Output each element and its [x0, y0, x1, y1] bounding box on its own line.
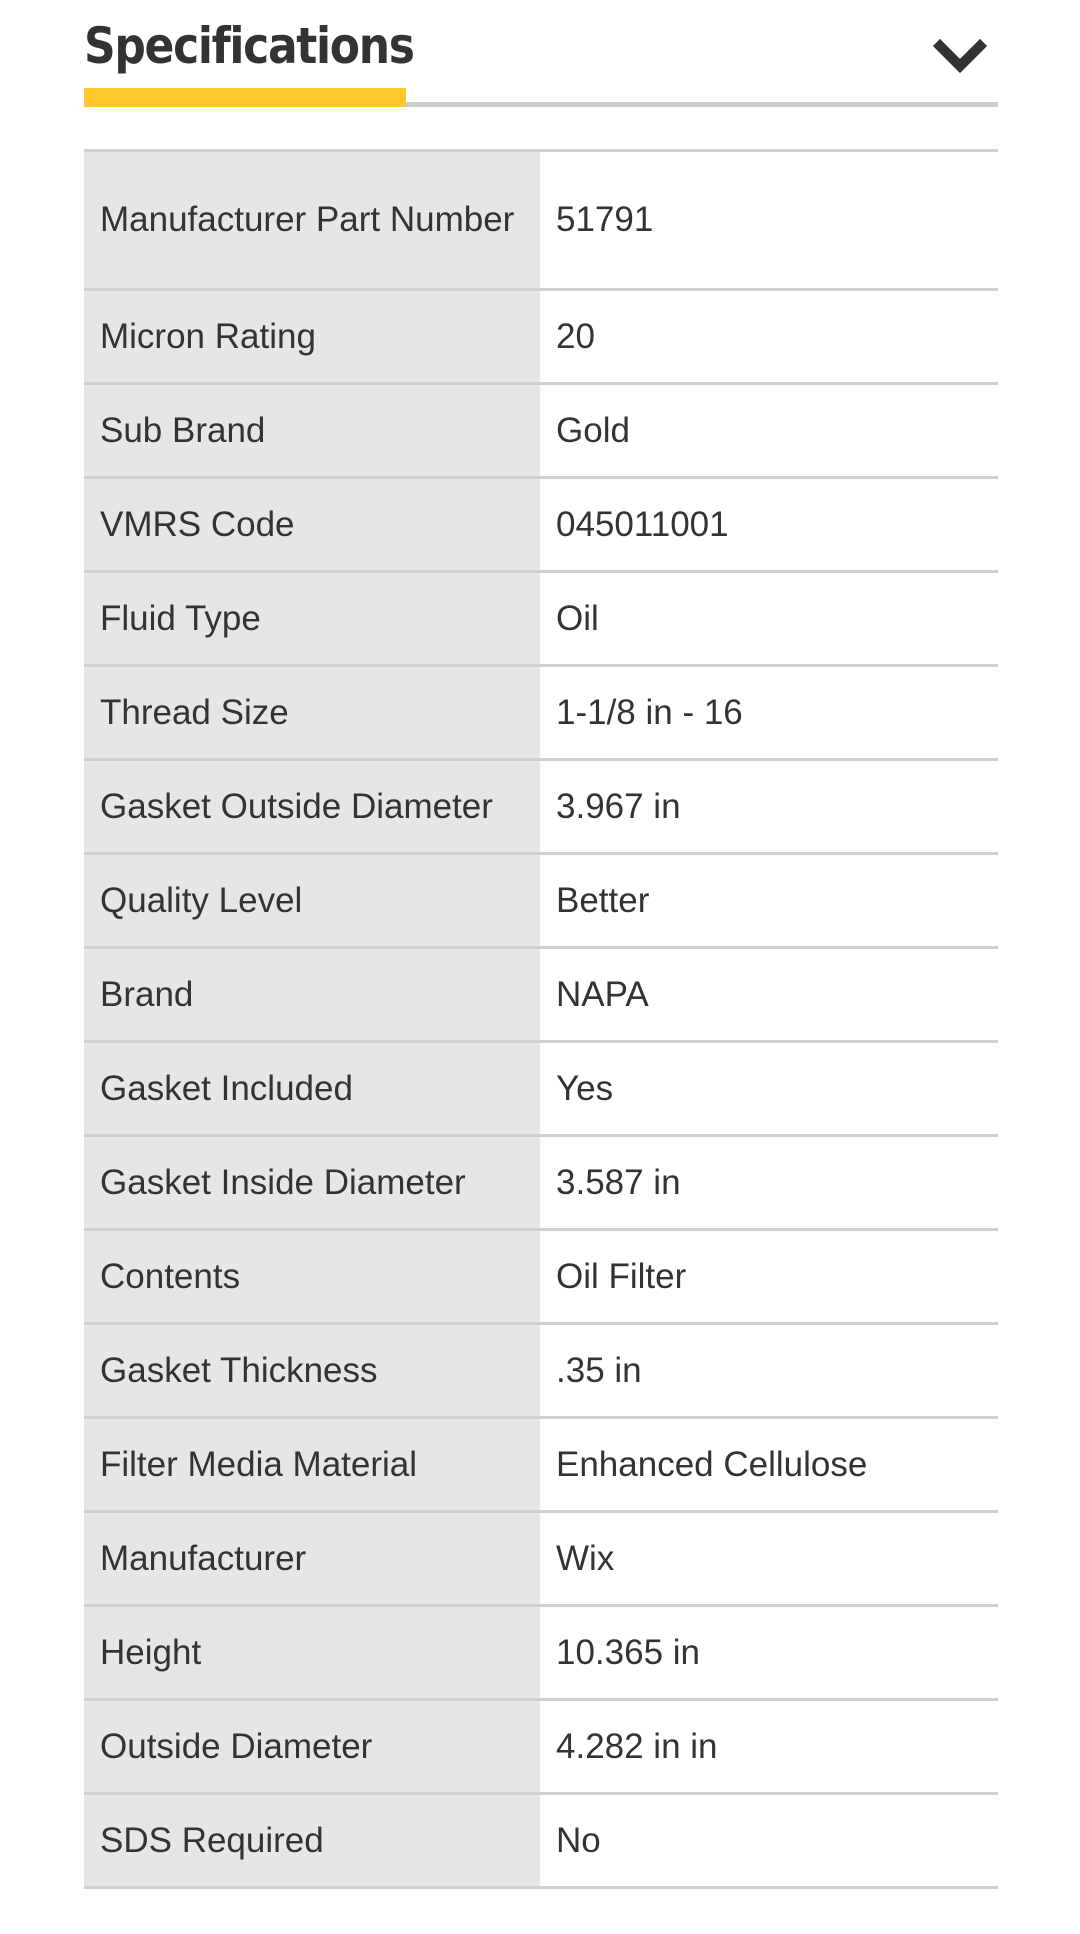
spec-value: No — [540, 1794, 998, 1888]
spec-label: Manufacturer Part Number — [84, 151, 540, 290]
title-accent-bar — [84, 88, 406, 107]
spec-value: Oil — [540, 572, 998, 666]
spec-label: Thread Size — [84, 666, 540, 760]
spec-row — [84, 854, 998, 948]
spec-value: .35 in — [540, 1324, 998, 1418]
spec-row — [84, 666, 998, 760]
spec-label: VMRS Code — [84, 478, 540, 572]
spec-label: Manufacturer — [84, 1512, 540, 1606]
spec-label: SDS Required — [84, 1794, 540, 1888]
spec-row — [84, 1324, 998, 1418]
spec-label: Filter Media Material — [84, 1418, 540, 1512]
section-title: Specifications — [84, 17, 414, 75]
spec-value: 1-1/8 in - 16 — [540, 666, 998, 760]
spec-value: NAPA — [540, 948, 998, 1042]
spec-value: Better — [540, 854, 998, 948]
spec-label: Gasket Outside Diameter — [84, 760, 540, 854]
spec-value: 3.587 in — [540, 1136, 998, 1230]
spec-row — [84, 760, 998, 854]
spec-row — [84, 290, 998, 384]
spec-value: 51791 — [540, 151, 998, 290]
spec-row — [84, 948, 998, 1042]
spec-row — [84, 151, 998, 290]
spec-row — [84, 1418, 998, 1512]
spec-value: 045011001 — [540, 478, 998, 572]
spec-label: Sub Brand — [84, 384, 540, 478]
section-header[interactable] — [84, 0, 998, 109]
spec-value: Oil Filter — [540, 1230, 998, 1324]
specifications-section — [84, 0, 998, 1860]
spec-label: Micron Rating — [84, 290, 540, 384]
spec-row — [84, 1042, 998, 1136]
spec-row — [84, 1794, 998, 1888]
spec-row — [84, 1700, 998, 1794]
spec-label: Quality Level — [84, 854, 540, 948]
chevron-down-icon[interactable] — [930, 30, 990, 90]
spec-label: Contents — [84, 1230, 540, 1324]
specifications-table — [84, 149, 998, 1889]
spec-value: Enhanced Cellulose — [540, 1418, 998, 1512]
spec-label: Gasket Thickness — [84, 1324, 540, 1418]
spec-value: Yes — [540, 1042, 998, 1136]
spec-row — [84, 1512, 998, 1606]
spec-label: Outside Diameter — [84, 1700, 540, 1794]
spec-row — [84, 384, 998, 478]
spec-value: 20 — [540, 290, 998, 384]
spec-label: Height — [84, 1606, 540, 1700]
spec-row — [84, 478, 998, 572]
spec-row — [84, 1136, 998, 1230]
spec-value: 10.365 in — [540, 1606, 998, 1700]
spec-value: 4.282 in in — [540, 1700, 998, 1794]
spec-label: Gasket Included — [84, 1042, 540, 1136]
spec-row — [84, 1606, 998, 1700]
spec-label: Gasket Inside Diameter — [84, 1136, 540, 1230]
spec-label: Fluid Type — [84, 572, 540, 666]
spec-value: Gold — [540, 384, 998, 478]
spec-row — [84, 1230, 998, 1324]
spec-value: 3.967 in — [540, 760, 998, 854]
spec-value: Wix — [540, 1512, 998, 1606]
spec-row — [84, 572, 998, 666]
spec-label: Brand — [84, 948, 540, 1042]
